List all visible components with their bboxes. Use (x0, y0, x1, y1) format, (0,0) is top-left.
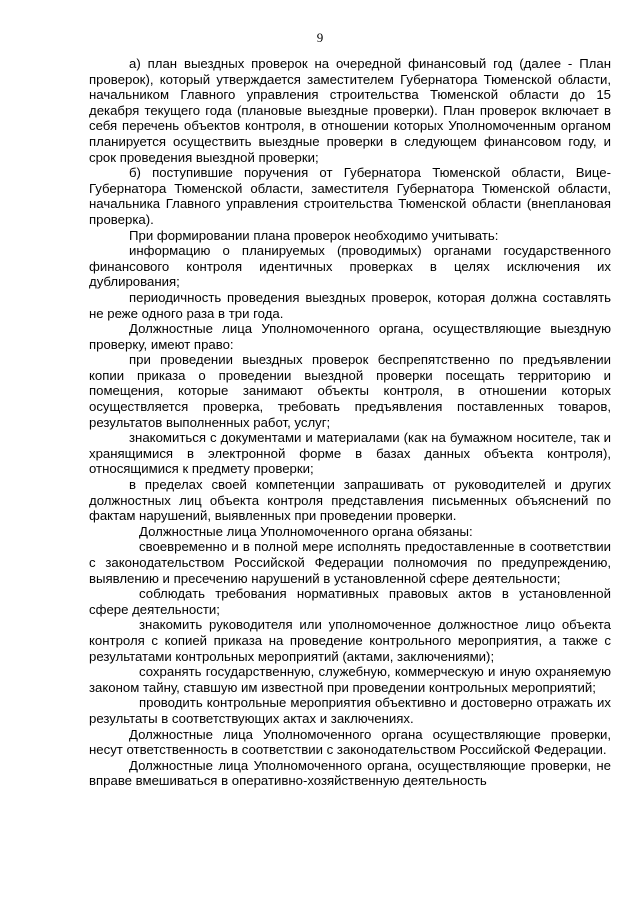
paragraph-plan-b: б) поступившие поручения от Губернатора Тюменской области, Вице-Губернатора Тюменской области, заместителя Губернатора Тюменской области, начальника Главного управления строительства Тюменской области (внеплановая проверка). (89, 165, 611, 227)
paragraph-duty-comply: соблюдать требования нормативных правовых актов в установленной сфере деятельности; (89, 586, 611, 617)
paragraph-duties-intro: Должностные лица Уполномоченного органа обязаны: (139, 523, 473, 539)
paragraph-right-visit: при проведении выездных проверок беспрепятственно по предъявлении копии приказа о проведении выездной проверки посещать территорию и помещения, которые занимают объекты контроля, в отношении которых осуществляется проверка, требовать предъявления поставленных товаров, результатов выполненных работ, услуг; (89, 352, 611, 430)
paragraph-right-request: в пределах своей компетенции запрашивать от руководителей и других должностных лиц объекта контроля представления письменных объяснений по фактам нарушений, выявленных при проведении проверки. (89, 477, 611, 524)
paragraph-responsibility: Должностные лица Уполномоченного органа осуществляющие проверки, несут ответственность в соответствии с законодательством Российской Федерации. (89, 726, 611, 758)
paragraph-duty-objective: проводить контрольные мероприятия объективно и достоверно отражать их результаты в соответствующих актах и заключениях. (89, 695, 611, 726)
paragraph-duty-perform: своевременно и в полной мере исполнять предоставленные в соответствии с законодательством Российской Федерации полномочия по предупреждению, выявлению и пресечению нарушений в установленной сфере деятельности; (89, 539, 611, 586)
paragraph-rights-intro: Должностные лица Уполномоченного органа, осуществляющие выездную проверку, имеют право: (89, 321, 611, 352)
paragraph-right-documents: знакомиться с документами и материалами (как на бумажном носителе, так и хранящимися в электронной форме в базах данных объекта контроля), относящимися к предмету проверки; (89, 430, 611, 477)
paragraph-plan-a: а) план выездных проверок на очередной финансовый год (далее - План проверок), который утверждается заместителем Губернатора Тюменской области, начальником Главного управления строительства Тюменской области до 15 декабря текущего года (плановые выездные проверки). План проверок включает в себя перечень объектов контроля, в отношении которых Уполномоченным органом планируется осуществить выездные проверки в следующем финансовом году, и срок проведения выездной проверки; (89, 56, 611, 165)
paragraph-duty-secrecy: сохранять государственную, служебную, коммерческую и иную охраняемую законом тайну, ставшую им известной при проведении контрольных мероприятий; (89, 664, 611, 695)
document-body (89, 56, 611, 789)
paragraph-info-planned: информацию о планируемых (проводимых) органами государственного финансового контроля идентичных проверках в целях исключения их дублирования; (89, 243, 611, 290)
paragraph-periodicity: периодичность проведения выездных проверок, которая должна составлять не реже одного раза в три года. (89, 289, 611, 321)
page-number: 9 (316, 30, 324, 45)
paragraph-duty-inform: знакомить руководителя или уполномоченное должностное лицо объекта контроля с копией приказа на проведение контрольного мероприятия, а также с результатами контрольных мероприятий (актами, заключениями); (89, 617, 611, 664)
paragraph-plan-formation: При формировании плана проверок необходимо учитывать: (129, 227, 499, 243)
paragraph-no-interference: Должностные лица Уполномоченного органа, осуществляющие проверки, не вправе вмешиваться в оперативно-хозяйственную деятельность (89, 757, 611, 789)
